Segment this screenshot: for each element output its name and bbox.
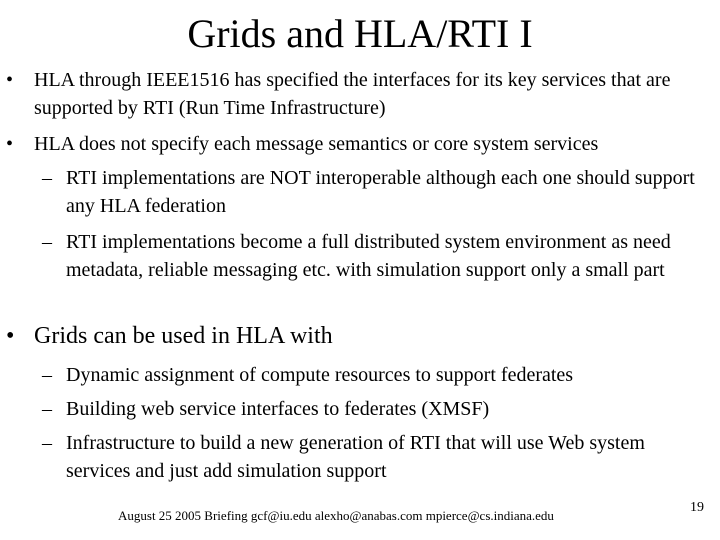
sub-bullet-text: RTI implementations become a full distributed system environment as need metadata, reliable messaging etc. with simulation support only a small part: [66, 231, 671, 281]
bullet-item: [6, 66, 716, 122]
sub-bullet-item: [42, 228, 712, 284]
sub-bullet-item: [42, 395, 712, 423]
dash-marker: –: [42, 231, 52, 253]
bullet-item: [6, 130, 716, 158]
sub-bullet-text: Dynamic assignment of compute resources to support federates: [66, 364, 574, 386]
slide-title: Grids and HLA/RTI I: [187, 11, 533, 56]
bullet-marker: •: [6, 133, 14, 155]
sub-bullet-text: Building web service interfaces to federates (XMSF): [66, 398, 490, 420]
bullet-marker: •: [6, 323, 15, 349]
dash-marker: –: [42, 167, 52, 189]
bullet-item: [6, 320, 716, 352]
bullet-text: HLA does not specify each message semantics or core system services: [34, 133, 599, 155]
dash-marker: –: [42, 432, 52, 454]
bullet-marker: •: [6, 69, 14, 91]
sub-bullet-text: Infrastructure to build a new generation of RTI that will use Web system services and just add simulation support: [66, 432, 645, 482]
bullet-text: Grids can be used in HLA with: [34, 323, 333, 349]
sub-bullet-item: [42, 164, 712, 220]
bullet-text: HLA through IEEE1516 has specified the interfaces for its key services that are supported by RTI (Run Time Infrastructure): [34, 69, 671, 119]
slide-footer: August 25 2005 Briefing gcf@iu.edu alexho@anabas.com mpierce@cs.indiana.edu: [118, 508, 554, 523]
page-number: 19: [690, 500, 704, 515]
sub-bullet-text: RTI implementations are NOT interoperable although each one should support any HLA federation: [66, 167, 695, 217]
sub-bullet-item: [42, 361, 712, 389]
sub-bullet-item: [42, 429, 712, 485]
dash-marker: –: [42, 398, 52, 420]
dash-marker: –: [42, 364, 52, 386]
